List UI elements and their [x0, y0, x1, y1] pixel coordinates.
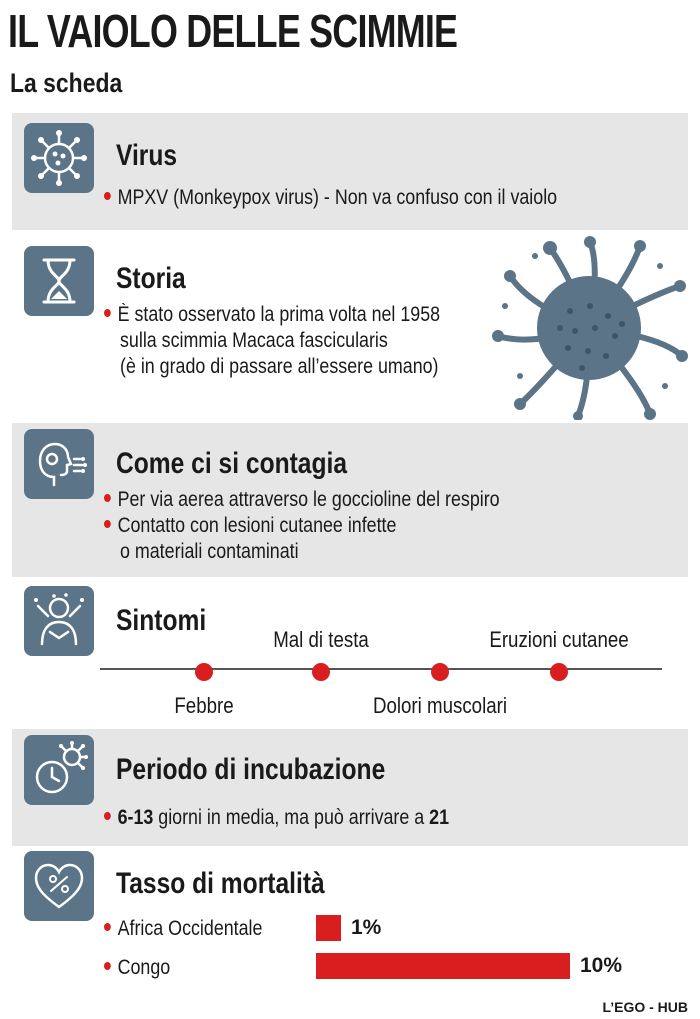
- sick-person-icon: [24, 586, 94, 656]
- incubazione-bullet: [104, 805, 449, 831]
- section-storia: [12, 234, 688, 420]
- symptom-label-mal-di-testa: Mal di testa: [273, 627, 369, 652]
- section-title-mortalita: Tasso di mortalità: [116, 867, 325, 900]
- breathing-head-icon: [24, 429, 94, 499]
- virus-bullet: [104, 185, 557, 211]
- virus-illustration: [490, 236, 688, 420]
- symptom-timeline: [100, 668, 662, 670]
- symptom-label-dolori-muscolari: Dolori muscolari: [372, 693, 508, 718]
- section-title-contagio: Come ci si contagia: [116, 447, 348, 480]
- page-title: IL VAIOLO DELLE SCIMMIE: [8, 5, 458, 57]
- incubazione-max: 21: [429, 806, 450, 829]
- section-title-sintomi: Sintomi: [116, 604, 207, 637]
- symptom-marker-eruzioni-cutanee: [550, 663, 568, 681]
- bullet-dot: [104, 520, 111, 528]
- contagio-text-1: Per via aerea attraverso le goccioline del respiro: [117, 488, 500, 511]
- bullet-dot: [104, 962, 111, 970]
- mortality-label-africa-text: Africa Occidentale: [117, 917, 263, 940]
- contagio-text-2: Contatto con lesioni cutanee infette: [117, 514, 397, 537]
- mortality-value-africa: 1%: [351, 916, 382, 939]
- symptom-marker-dolori-muscolari: [431, 663, 449, 681]
- page-subtitle: La scheda: [10, 68, 123, 98]
- symptom-marker-mal-di-testa: [312, 663, 330, 681]
- bullet-dot: [104, 309, 111, 317]
- symptom-label-febbre: Febbre: [174, 693, 234, 718]
- section-sintomi: [12, 580, 688, 726]
- storia-line-2: sulla scimmia Macaca fascicularis: [120, 329, 388, 352]
- virus-icon: [24, 123, 94, 193]
- mortality-label-congo: [104, 955, 170, 981]
- bullet-dot: [104, 192, 111, 200]
- virus-bullet-text: MPXV (Monkeypox virus) - Non va confuso con il vaiolo: [117, 186, 558, 209]
- storia-line-1: [104, 302, 440, 328]
- symptom-marker-febbre: [195, 663, 213, 681]
- mortality-bar-africa: [316, 915, 341, 941]
- mortality-label-congo-text: Congo: [117, 956, 171, 979]
- section-title-storia: Storia: [116, 262, 186, 295]
- mortality-bar-congo: [316, 953, 570, 979]
- section-virus: [12, 113, 688, 230]
- bullet-dot: [104, 494, 111, 502]
- symptom-label-eruzioni-cutanee: Eruzioni cutanee: [489, 627, 629, 652]
- mortality-value-congo: 10%: [580, 954, 623, 977]
- contagio-bullet-2-cont: o materiali contaminati: [120, 540, 299, 563]
- contagio-bullet-2: [104, 513, 396, 539]
- hourglass-icon: [24, 246, 94, 316]
- virus-clock-icon: [24, 735, 94, 805]
- incubazione-range: 6-13: [117, 806, 154, 829]
- section-incubazione: [12, 729, 688, 846]
- storia-text-1: È stato osservato la prima volta nel 1958: [117, 303, 441, 326]
- section-title-incubazione: Periodo di incubazione: [116, 753, 386, 786]
- incubazione-text: giorni in media, ma può arrivare a: [153, 806, 430, 829]
- heart-percent-icon: [24, 851, 94, 921]
- bullet-dot: [104, 812, 111, 820]
- storia-line-3: (è in grado di passare all’essere umano): [120, 355, 439, 378]
- source-credit: L’EGO - HUB: [602, 999, 688, 1015]
- section-contagio: [12, 423, 688, 577]
- bullet-dot: [104, 923, 111, 931]
- contagio-bullet-1: [104, 487, 500, 513]
- mortality-label-africa: [104, 916, 262, 942]
- section-title-virus: Virus: [116, 139, 178, 172]
